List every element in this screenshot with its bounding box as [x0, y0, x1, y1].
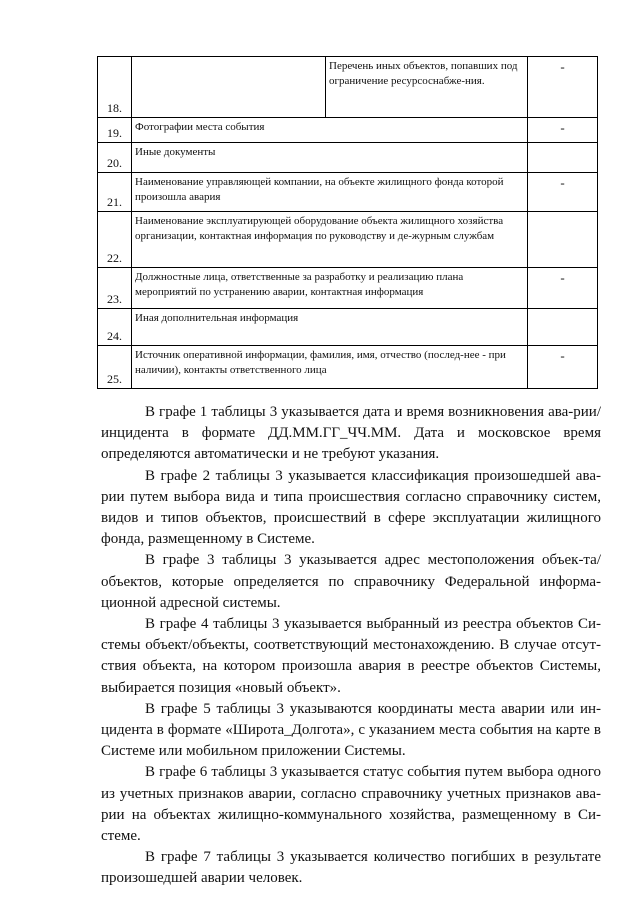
row-description: Наименование управляющей компании, на объекте жилищного фонда которой произошла авария [132, 173, 528, 211]
row-value: - [528, 346, 598, 388]
paragraph: В графе 5 таблицы 3 указываются координаты места аварии или ин-цидента в формате «Широта_Долгота», с указанием места события на карте в Системе или мобильном приложении Системы. [101, 700, 601, 760]
row-value: - [528, 268, 598, 308]
table-row [98, 346, 598, 389]
row-description: Иная дополнительная информация [132, 309, 528, 345]
row-description: Источник оперативной информации, фамилия, имя, отчество (послед-нее - при наличии), контакты ответственного лица [132, 346, 528, 388]
paragraph: В графе 6 таблицы 3 указывается статус события путем выбора одного из учетных признаков аварии, согласно справочнику учетных признаков ава-рии на объектах жилищно-коммунального хозяйства, размещенному в Си-стеме. [101, 764, 601, 845]
paragraph: В графе 2 таблицы 3 указывается классификация произошедшей ава-рии путем выбора вида и типа происшествия согласно справочнику систем, видов и типов объектов, происшествий в сфере эксплуатации жилищного фонда, размещенному в Системе. [101, 467, 601, 548]
row-description-cell [132, 57, 528, 117]
row-number: 20. [98, 143, 132, 172]
row-value: - [528, 57, 598, 117]
table-row [98, 268, 598, 309]
row-value [528, 143, 598, 172]
row-description: Наименование эксплуатирующей оборудование объекта жилищного хозяйства организации, контактная информация по руководству и де-журным службам [132, 212, 528, 267]
row-value: - [528, 173, 598, 211]
table-row [98, 118, 598, 143]
paragraph: В графе 7 таблицы 3 указывается количество погибших в результате произошедшей аварии человек. [101, 849, 601, 887]
row-description: Фотографии места события [132, 118, 528, 142]
row-number: 22. [98, 212, 132, 267]
data-table [97, 56, 598, 389]
row-description: Должностные лица, ответственные за разработку и реализацию плана мероприятий по устранению аварии, контактная информация [132, 268, 528, 308]
row-value [528, 309, 598, 345]
row-value: - [528, 118, 598, 142]
table-row [98, 173, 598, 212]
body-text [101, 402, 601, 890]
empty-cell [132, 57, 326, 117]
table-row [98, 57, 598, 118]
paragraph: В графе 1 таблицы 3 указывается дата и время возникновения ава-рии/инцидента в формате ДД.ММ.ГГ_ЧЧ.ММ. Дата и московское время определяются автоматически и не требуют указания. [101, 404, 601, 463]
paragraph: В графе 4 таблицы 3 указывается выбранный из реестра объектов Си-стемы объект/объекты, соответствующий местонахождению. В случае отсут-ствия объекта, на котором произошла авария в реестре объектов Системы, выбирается позиция «новый объект». [101, 616, 601, 696]
table-row [98, 309, 598, 346]
row-number: 23. [98, 268, 132, 308]
row-description: Перечень иных объектов, попавших под ограничение ресурсоснабже-ния. [329, 60, 518, 87]
paragraph: В графе 3 таблицы 3 указывается адрес местоположения объек-та/объектов, которые определяется по справочнику Федеральной информа-ционной адресной системы. [101, 552, 601, 611]
row-number: 21. [98, 173, 132, 211]
table-row [98, 143, 598, 173]
row-number: 24. [98, 309, 132, 345]
row-value [528, 212, 598, 267]
row-description: Иные документы [132, 143, 528, 172]
row-number: 18. [98, 57, 132, 117]
row-number: 25. [98, 346, 132, 388]
row-number: 19. [98, 118, 132, 142]
table-row [98, 212, 598, 268]
